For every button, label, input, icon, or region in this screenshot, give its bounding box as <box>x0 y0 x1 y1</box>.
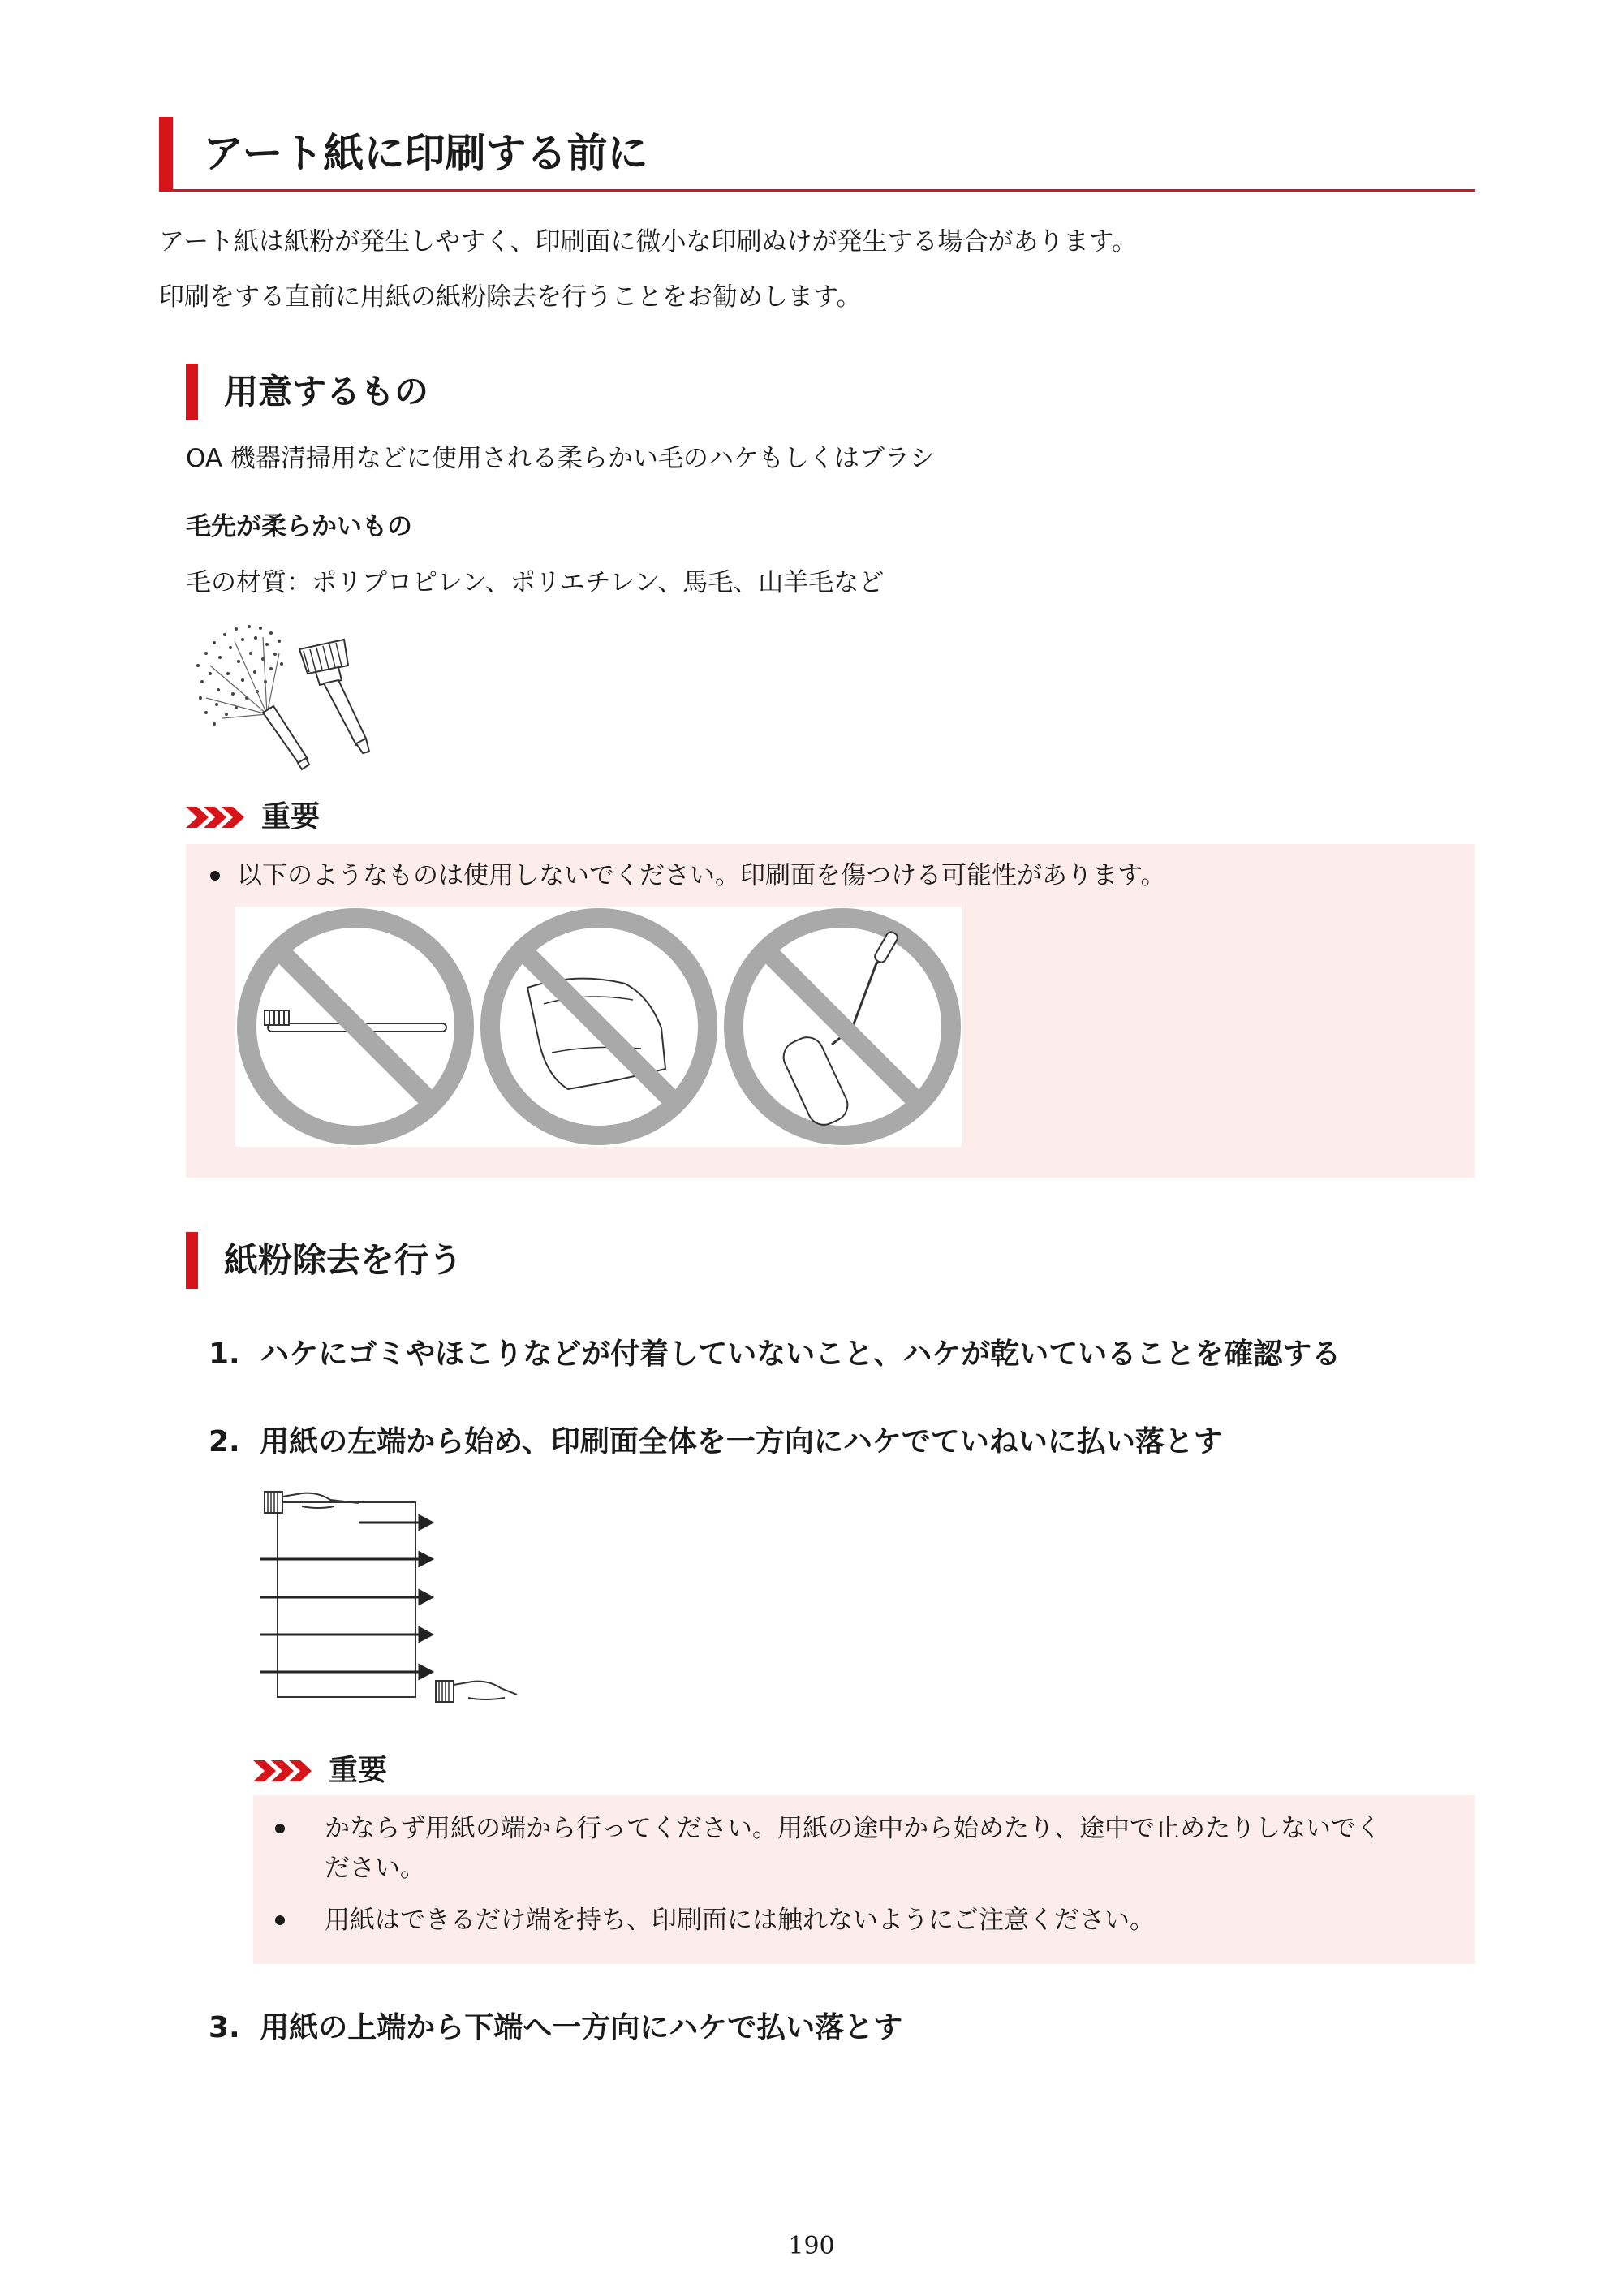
important-bullet-2a: かならず用紙の端から行ってください。用紙の途中から始めたり、途中で止めたりしないでく <box>325 1814 1381 1843</box>
step-number: 1. <box>209 1338 240 1371</box>
section2-accent-bar <box>186 1232 198 1289</box>
title-underline <box>159 189 1475 192</box>
bullet-dot <box>210 871 220 881</box>
section1-materials: 毛の材質：ポリプロピレン、ポリエチレン、馬毛、山羊毛など <box>186 568 885 597</box>
prohibited-items-image <box>235 907 962 1147</box>
step-number: 2. <box>209 1425 240 1458</box>
important-label-1: 重要 <box>261 800 321 834</box>
bullet-dot <box>275 1915 285 1925</box>
section1-heading: 用意するもの <box>224 372 429 411</box>
section1-accent-bar <box>186 364 198 420</box>
important-bullet-2a-cont: ださい。 <box>325 1854 425 1883</box>
section2-heading: 紙粉除去を行う <box>224 1240 463 1280</box>
brushing-diagram <box>253 1482 525 1717</box>
chevron-arrows-icon <box>186 803 251 831</box>
step-text: ハケにゴミやほこりなどが付着していないこと、ハケが乾いていることを確認する <box>260 1338 1341 1371</box>
important-label-2: 重要 <box>329 1754 388 1787</box>
step-text: 用紙の上端から下端へ一方向にハケで払い落とす <box>260 2011 903 2044</box>
chevron-arrows-icon <box>253 1757 318 1785</box>
page-number: 190 <box>788 2232 835 2260</box>
important-bullet-1: 以下のようなものは使用しないでください。印刷面を傷つける可能性があります。 <box>237 861 1166 890</box>
brush-illustration <box>186 617 381 779</box>
step-3 <box>209 2008 902 2048</box>
title-accent-bar <box>159 117 173 190</box>
page-title: アート紙に印刷する前に <box>203 130 648 177</box>
bullet-dot <box>275 1824 285 1833</box>
important-box-1 <box>186 844 1475 1178</box>
section1-text: OA 機器清掃用などに使用される柔らかい毛のハケもしくはブラシ <box>186 444 935 473</box>
step-2 <box>209 1422 1223 1462</box>
step-1 <box>209 1334 1341 1375</box>
important-bullet-2b: 用紙はできるだけ端を持ち、印刷面には触れないようにご注意ください。 <box>325 1906 1155 1935</box>
important-box-2 <box>253 1795 1475 1964</box>
intro-line-2: 印刷をする直前に用紙の紙粉除去を行うことをお勧めします。 <box>159 282 862 312</box>
section1-subheading: 毛先が柔らかいもの <box>186 512 412 541</box>
step-text: 用紙の左端から始め、印刷面全体を一方向にハケでていねいに払い落とす <box>260 1425 1223 1458</box>
intro-line-1: アート紙は紙粉が発生しやすく、印刷面に微小な印刷ぬけが発生する場合があります。 <box>159 227 1137 256</box>
step-number: 3. <box>209 2011 240 2044</box>
